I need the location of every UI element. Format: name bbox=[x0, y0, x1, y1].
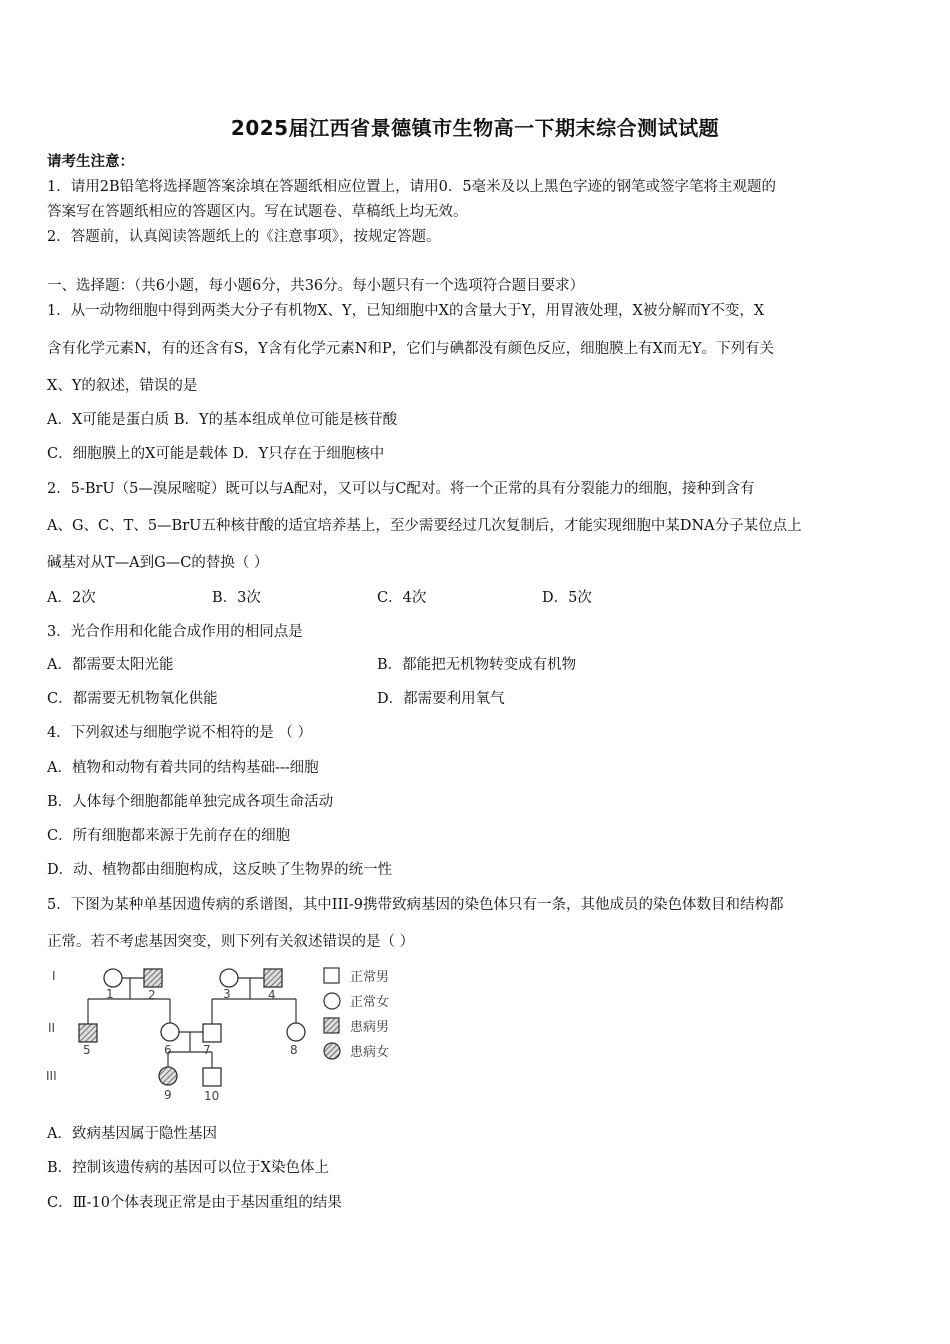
q2-line-3: 碱基对从T—A到G—C的替换（ ） bbox=[47, 555, 269, 571]
individual-label-8: 8 bbox=[290, 1043, 298, 1057]
pedigree-diagram bbox=[40, 962, 420, 1110]
individual-label-10: 10 bbox=[204, 1089, 220, 1103]
q2-option-c: C．4次 bbox=[377, 590, 427, 606]
individual-label-6: 6 bbox=[164, 1043, 172, 1057]
legend-affected-female: 患病女 bbox=[350, 1045, 390, 1060]
individual-label-2: 2 bbox=[148, 988, 156, 1002]
individual-8-normal-female bbox=[287, 1023, 305, 1041]
q5-option-a: A．致病基因属于隐性基因 bbox=[47, 1126, 217, 1142]
q3-option-d: D．都需要利用氧气 bbox=[377, 691, 505, 707]
individual-2-affected-male bbox=[144, 969, 162, 987]
legend-normal-female-symbol bbox=[324, 993, 340, 1009]
q3-option-a: A．都需要太阳光能 bbox=[47, 657, 174, 673]
legend-affected-female-symbol bbox=[324, 1043, 340, 1059]
individual-1-normal-female bbox=[104, 969, 122, 987]
q2-options bbox=[47, 588, 592, 608]
legend-normal-male-symbol bbox=[324, 968, 339, 983]
section-heading: 一、选择题：（共6小题，每小题6分，共36分。每小题只有一个选项符合题目要求） bbox=[47, 278, 585, 294]
notice-item-1a: 1．请用2B铅笔将选择题答案涂填在答题纸相应位置上，请用0．5毫米及以上黑色字迹的钢笔或签字笔将主观题的 bbox=[47, 179, 777, 195]
page-title: 2025届江西省景德镇市生物高一下期末综合测试试题 bbox=[230, 116, 720, 140]
individual-label-4: 4 bbox=[268, 988, 276, 1002]
legend-affected-male-symbol bbox=[324, 1018, 339, 1033]
q5-option-c: C．Ⅲ-10个体表现正常是由于基因重组的结果 bbox=[47, 1195, 342, 1211]
q5-option-b: B．控制该遗传病的基因可以位于X染色体上 bbox=[47, 1160, 329, 1176]
individual-label-7: 7 bbox=[203, 1043, 211, 1057]
individual-3-normal-female bbox=[220, 969, 238, 987]
q5-line-1: 5．下图为某种单基因遗传病的系谱图，其中III-9携带致病基因的染色体只有一条，其他成员的染色体数目和结构都 bbox=[47, 897, 784, 913]
individual-4-affected-male bbox=[264, 969, 282, 987]
q1-line-3: X、Y的叙述，错误的是 bbox=[47, 378, 198, 394]
legend-normal-male: 正常男 bbox=[350, 970, 390, 985]
q3-options-cd bbox=[47, 689, 505, 709]
q3-option-b: B．都能把无机物转变成有机物 bbox=[377, 657, 577, 673]
q1-options-ab: A．X可能是蛋白质 B．Y的基本组成单位可能是核苷酸 bbox=[47, 412, 398, 428]
notice-item-1b: 答案写在答题纸相应的答题区内。写在试题卷、草稿纸上均无效。 bbox=[47, 204, 468, 220]
individual-10-normal-male bbox=[203, 1068, 221, 1086]
q4-option-b: B．人体每个细胞都能单独完成各项生命活动 bbox=[47, 794, 334, 810]
q4-option-a: A．植物和动物有着共同的结构基础---细胞 bbox=[47, 760, 319, 776]
legend-affected-male: 患病男 bbox=[350, 1020, 390, 1035]
individual-label-3: 3 bbox=[223, 987, 231, 1001]
q4-option-d: D．动、植物都由细胞构成，这反映了生物界的统一性 bbox=[47, 862, 393, 878]
q4-option-c: C．所有细胞都来源于先前存在的细胞 bbox=[47, 828, 291, 844]
notice-item-2: 2．答题前，认真阅读答题纸上的《注意事项》，按规定答题。 bbox=[47, 229, 441, 245]
individual-label-1: 1 bbox=[106, 987, 114, 1001]
q1-options-cd: C．细胞膜上的X可能是载体 D．Y只存在于细胞核中 bbox=[47, 446, 385, 462]
q2-option-a: A．2次 bbox=[47, 590, 96, 606]
generation-label-3: III bbox=[46, 1069, 57, 1083]
individual-5-affected-male bbox=[79, 1024, 97, 1042]
individual-6-normal-female bbox=[161, 1023, 179, 1041]
q5-line-2: 正常。若不考虑基因突变，则下列有关叙述错误的是（ ） bbox=[47, 934, 415, 950]
individual-7-normal-male bbox=[203, 1024, 221, 1042]
q3-option-c: C．都需要无机物氧化供能 bbox=[47, 691, 218, 707]
notice-heading: 请考生注意： bbox=[47, 153, 134, 170]
q2-line-2: A、G、C、T、5—BrU五种核苷酸的适宜培养基上，至少需要经过几次复制后，才能实现细胞中某DNA分子某位点上 bbox=[47, 518, 802, 534]
q2-option-d: D．5次 bbox=[542, 590, 592, 606]
individual-9-affected-female bbox=[159, 1067, 177, 1085]
q4-stem: 4．下列叙述与细胞学说不相符的是 （ ） bbox=[47, 725, 312, 741]
q2-option-b: B．3次 bbox=[212, 590, 261, 606]
individual-label-5: 5 bbox=[83, 1043, 91, 1057]
individual-label-9: 9 bbox=[164, 1088, 172, 1102]
q3-stem: 3．光合作用和化能合成作用的相同点是 bbox=[47, 624, 303, 640]
generation-label-2: II bbox=[48, 1021, 56, 1035]
generation-label-1: I bbox=[52, 969, 56, 983]
q2-line-1: 2．5-BrU（5—溴尿嘧啶）既可以与A配对，又可以与C配对。将一个正常的具有分裂能力的细胞，接种到含有 bbox=[47, 481, 755, 497]
q1-line-1: 1．从一动物细胞中得到两类大分子有机物X、Y，已知细胞中X的含量大于Y，用胃液处理，X被分解而Y不变，X bbox=[47, 303, 765, 319]
q1-line-2: 含有化学元素N，有的还含有S，Y含有化学元素N和P，它们与碘都没有颜色反应，细胞膜上有X而无Y。下列有关 bbox=[47, 341, 775, 357]
legend-normal-female: 正常女 bbox=[350, 995, 390, 1010]
q3-options-ab bbox=[47, 655, 576, 675]
